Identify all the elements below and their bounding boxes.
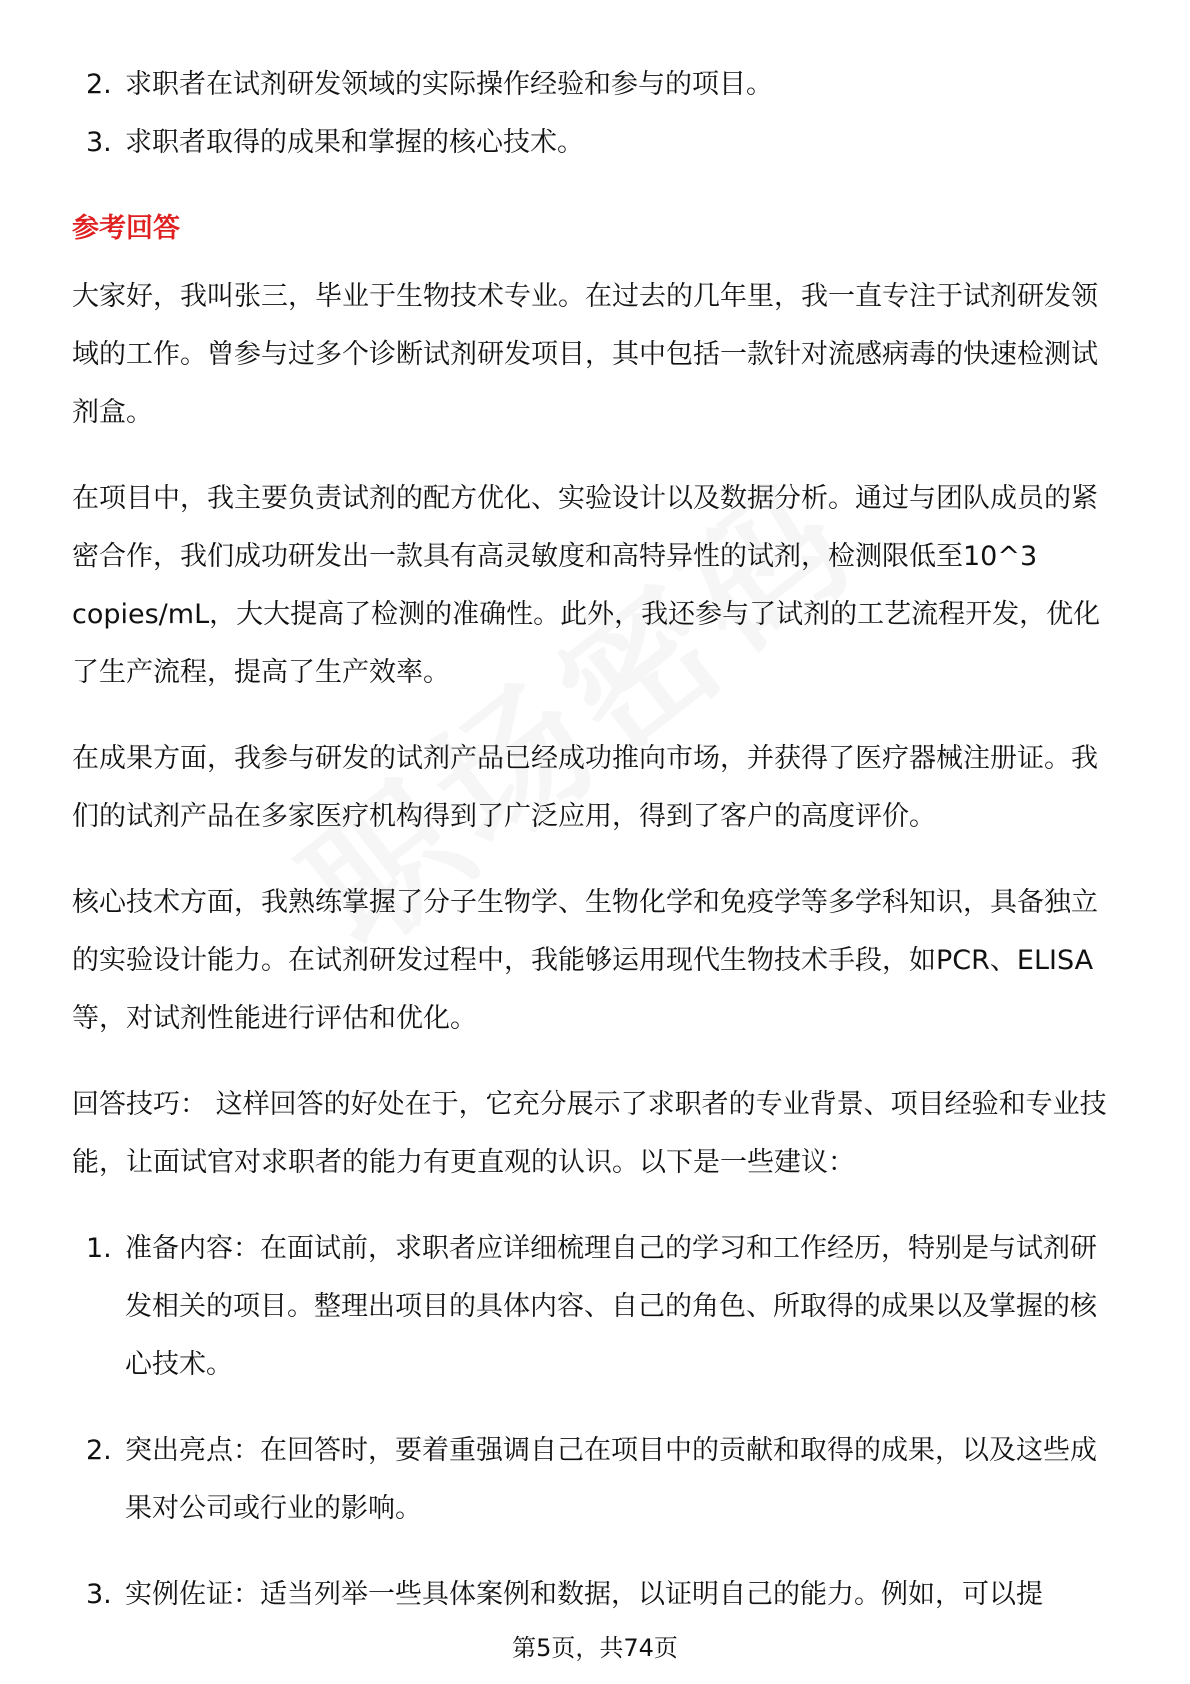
- list-number: 3.: [86, 1579, 112, 1610]
- paragraph: 大家好，我叫张三，毕业于生物技术专业。在过去的几年里，我一直专注于试剂研发领域的工作。曾参与过多个诊断试剂研发项目，其中包括一款针对流感病毒的快速检测试剂盒。: [72, 281, 1098, 428]
- paragraph: 核心技术方面，我熟练掌握了分子生物学、生物化学和免疫学等多学科知识，具备独立的实验设计能力。在试剂研发过程中，我能够运用现代生物技术手段，如PCR、ELISA等，对试剂性能进行评估和优化。: [72, 887, 1098, 1034]
- paragraph: 在成果方面，我参与研发的试剂产品已经成功推向市场，并获得了医疗器械注册证。我们的试剂产品在多家医疗机构得到了广泛应用，得到了客户的高度评价。: [72, 743, 1098, 832]
- list-text: 求职者在试剂研发领域的实际操作经验和参与的项目。: [125, 69, 773, 100]
- document-content: [72, 56, 1122, 1624]
- list-number: 1.: [86, 1233, 112, 1264]
- list-number: 3.: [86, 127, 112, 158]
- list-text: 突出亮点：在回答时，要着重强调自己在项目中的贡献和取得的成果，以及这些成果对公司或行业的影响。: [125, 1435, 1097, 1524]
- list-item: [72, 114, 1122, 172]
- list-text: 准备内容：在面试前，求职者应详细梳理自己的学习和工作经历，特别是与试剂研发相关的项目。整理出项目的具体内容、自己的角色、所取得的成果以及掌握的核心技术。: [125, 1233, 1097, 1380]
- tip-item: [72, 1566, 1122, 1624]
- section-heading: 参考回答: [72, 213, 180, 244]
- list-number: 2.: [86, 69, 112, 100]
- paragraph: 在项目中，我主要负责试剂的配方优化、实验设计以及数据分析。通过与团队成员的紧密合作，我们成功研发出一款具有高灵敏度和高特异性的试剂，检测限低至10^3 copies/mL，大大提高了检测的准确性。此外，我还参与了试剂的工艺流程开发，优化了生产流程，提高了生产效率。: [72, 483, 1101, 688]
- list-text: 实例佐证：适当列举一些具体案例和数据，以证明自己的能力。例如，可以提: [125, 1579, 1043, 1610]
- paragraph-tips-intro: 回答技巧： 这样回答的好处在于，它充分展示了求职者的专业背景、项目经验和专业技能，让面试官对求职者的能力有更直观的认识。以下是一些建议：: [72, 1089, 1107, 1178]
- list-number: 2.: [86, 1435, 112, 1466]
- list-item: [72, 56, 1122, 114]
- tip-item: [72, 1220, 1122, 1394]
- list-text: 求职者取得的成果和掌握的核心技术。: [125, 127, 584, 158]
- tip-item: [72, 1422, 1122, 1538]
- page-footer: 第5页，共74页: [512, 1634, 678, 1662]
